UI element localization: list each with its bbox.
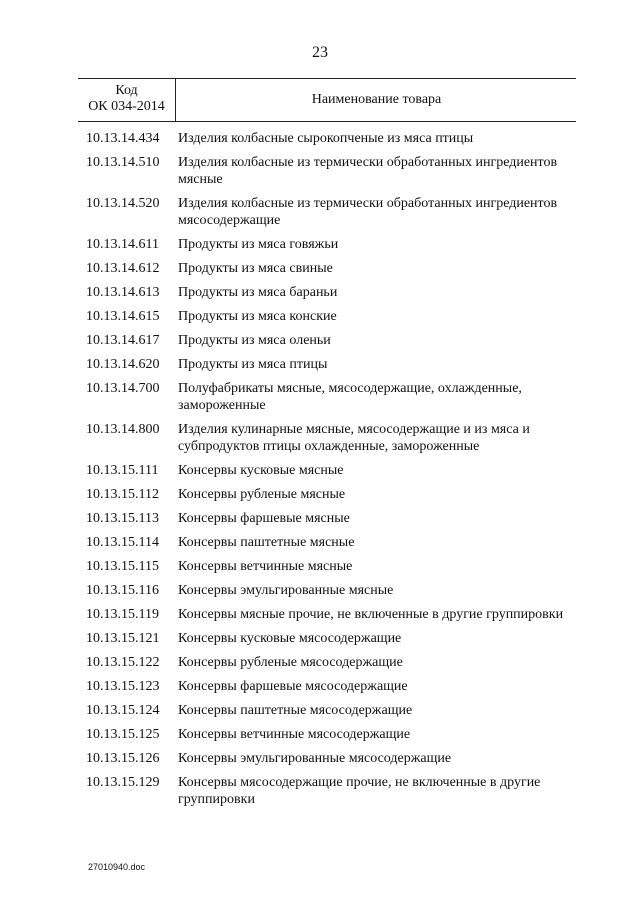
row-code: 10.13.14.620 — [86, 357, 160, 372]
table-row — [78, 284, 576, 301]
row-name: Изделия колбасные сырокопченые из мяса птицы — [178, 131, 474, 146]
table-row — [78, 606, 576, 623]
row-code: 10.13.14.613 — [86, 285, 160, 300]
table-row — [78, 630, 576, 647]
page-number: 23 — [312, 44, 328, 61]
row-code: 10.13.15.116 — [86, 583, 159, 598]
table-row — [78, 534, 576, 551]
row-name: Консервы эмульгированные мясные — [178, 583, 394, 598]
table-row — [78, 558, 576, 575]
row-code: 10.13.14.617 — [86, 333, 160, 348]
row-name: Консервы ветчинные мясосодержащие — [178, 727, 411, 742]
row-name: Изделия кулинарные мясные, мясосодержащие и из мяса и субпродуктов птицы охлажденные, замороженные — [178, 422, 530, 454]
row-name: Консервы рубленые мясосодержащие — [178, 655, 403, 670]
row-name: Продукты из мяса птицы — [178, 357, 328, 372]
row-name: Консервы ветчинные мясные — [178, 559, 353, 574]
table-row — [78, 260, 576, 277]
row-name: Консервы фаршевые мясосодержащие — [178, 679, 408, 694]
table-row — [78, 510, 576, 527]
table-row — [78, 486, 576, 503]
row-code: 10.13.15.111 — [86, 463, 159, 478]
row-name: Консервы паштетные мясосодержащие — [178, 703, 413, 718]
table-row — [78, 654, 576, 671]
row-name: Консервы фаршевые мясные — [178, 511, 350, 526]
table-row — [78, 774, 576, 808]
header-classifier-label: ОК 034-2014 — [88, 99, 165, 114]
row-code: 10.13.15.121 — [86, 631, 160, 646]
header-name-column: Наименование товара — [311, 92, 442, 107]
row-code: 10.13.15.125 — [86, 727, 160, 742]
row-name: Консервы кусковые мясные — [178, 463, 344, 478]
table-header — [78, 78, 576, 122]
row-code: 10.13.14.434 — [86, 131, 160, 146]
row-name: Консервы кусковые мясосодержащие — [178, 631, 402, 646]
row-code: 10.13.15.129 — [86, 775, 160, 790]
row-name: Продукты из мяса свиные — [178, 261, 333, 276]
row-name: Изделия колбасные из термически обработанных ингредиентов мясные — [178, 155, 558, 187]
row-code: 10.13.14.611 — [86, 237, 159, 252]
row-code: 10.13.15.113 — [86, 511, 159, 526]
row-name: Полуфабрикаты мясные, мясосодержащие, охлажденные, замороженные — [178, 381, 522, 413]
table-row — [78, 678, 576, 695]
row-name: Продукты из мяса конские — [178, 309, 337, 324]
row-code: 10.13.15.115 — [86, 559, 159, 574]
table-row — [78, 236, 576, 253]
footer-filename: 27010940.doc — [88, 862, 146, 872]
row-code: 10.13.15.123 — [86, 679, 160, 694]
row-name: Продукты из мяса бараньи — [178, 285, 338, 300]
row-name: Консервы паштетные мясные — [178, 535, 355, 550]
row-code: 10.13.15.112 — [86, 487, 159, 502]
row-code: 10.13.14.800 — [86, 422, 160, 437]
row-name: Изделия колбасные из термически обработанных ингредиентов мясосодержащие — [178, 196, 558, 228]
row-code: 10.13.14.700 — [86, 381, 160, 396]
row-code: 10.13.14.510 — [86, 155, 160, 170]
table-row — [78, 582, 576, 599]
table-row — [78, 195, 576, 229]
table-row — [78, 380, 576, 414]
table-row — [78, 726, 576, 743]
table-row — [78, 308, 576, 325]
row-code: 10.13.15.122 — [86, 655, 160, 670]
table-row — [78, 130, 576, 147]
table-row — [78, 462, 576, 479]
row-code: 10.13.14.615 — [86, 309, 160, 324]
row-code: 10.13.15.126 — [86, 751, 160, 766]
row-name: Продукты из мяса оленьи — [178, 333, 331, 348]
table-row — [78, 332, 576, 349]
table-row — [78, 356, 576, 373]
header-code-label: Код — [115, 83, 138, 98]
row-name: Консервы рубленые мясные — [178, 487, 346, 502]
table-row — [78, 421, 576, 455]
table-row — [78, 750, 576, 767]
row-code: 10.13.15.119 — [86, 607, 159, 622]
table-body — [78, 130, 576, 815]
row-code: 10.13.14.520 — [86, 196, 160, 211]
table-row — [78, 702, 576, 719]
row-name: Продукты из мяса говяжьи — [178, 237, 339, 252]
row-name: Консервы эмульгированные мясосодержащие — [178, 751, 452, 766]
row-code: 10.13.15.114 — [86, 535, 159, 550]
row-code: 10.13.15.124 — [86, 703, 160, 718]
table-row — [78, 154, 576, 188]
row-code: 10.13.14.612 — [86, 261, 160, 276]
row-name: Консервы мясосодержащие прочие, не включенные в другие группировки — [178, 775, 541, 807]
header-code-column — [78, 79, 176, 121]
row-name: Консервы мясные прочие, не включенные в другие группировки — [178, 607, 564, 622]
